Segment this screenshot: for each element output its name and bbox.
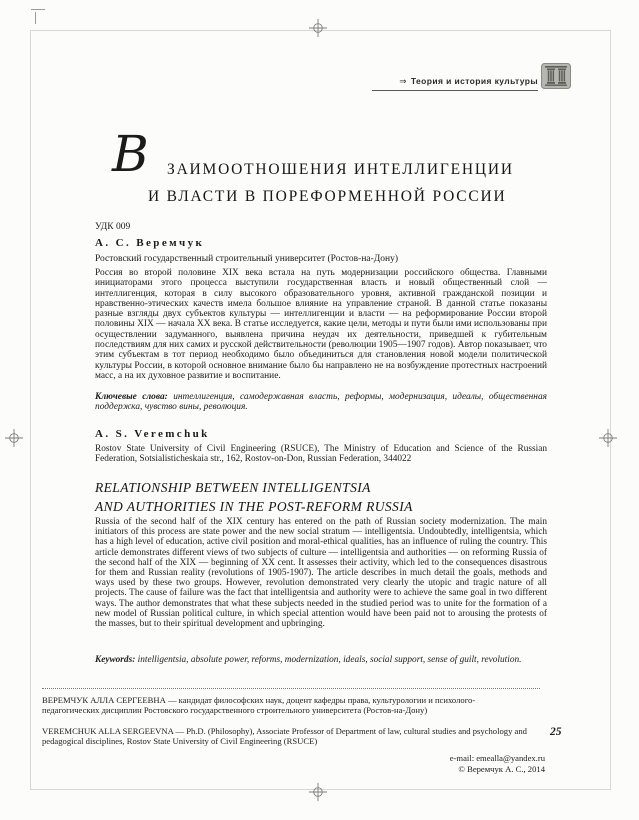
article-title-en-line1: RELATIONSHIP BETWEEN INTELLIGENTSIA xyxy=(95,480,371,495)
dotted-separator xyxy=(42,688,540,689)
page-number: 25 xyxy=(550,726,562,738)
author-bio-en: VEREMCHUK ALLA SERGEEVNA — Ph.D. (Philosophy), Associate Professor of Department of law, cultural studies and psychology and pedagogical disciplines, Rostov State University of Civil Engineering (RSUCE) xyxy=(42,726,527,746)
author-name-ru: А. С. Веремчук xyxy=(95,237,205,249)
author-email: e-mail: emealla@yandex.ru xyxy=(449,753,545,763)
article-title-en xyxy=(95,478,555,516)
keywords-ru-list: интеллигенция, самодержавная власть, реформы, модернизация, идеалы, общественная поддержка, чувство вины, революция. xyxy=(95,392,547,413)
affiliation-ru: Ростовский государственный строительный университет (Ростов-на-Дону) xyxy=(95,254,399,264)
arrow-icon: ⇒ xyxy=(399,76,407,86)
registration-mark-left xyxy=(5,429,23,447)
title-drop-cap: В xyxy=(112,125,149,183)
keywords-en-list: intelligentsia, absolute power, reforms, modernization, ideals, social support, sense of guilt, revolution. xyxy=(137,655,522,665)
keywords-en-label: Keywords: xyxy=(95,655,136,665)
section-title: Теория и история культуры xyxy=(410,76,538,86)
columns-icon xyxy=(541,63,571,89)
article-title-line1: ЗАИМООТНОШЕНИЯ ИНТЕЛЛИГЕНЦИИ xyxy=(167,161,514,178)
article-title-line2: И ВЛАСТИ В ПОРЕФОРМЕННОЙ РОССИИ xyxy=(148,188,507,205)
keywords-ru-label: Ключевые слова: xyxy=(95,392,168,402)
header-rule xyxy=(372,90,538,91)
affiliation-en: Rostov State University of Civil Engineering (RSUCE), The Ministry of Education and Science of the Russian Federation, Sotsialisticheskaia str., 162, Rostov-on-Don, Russian Federation, 344022 xyxy=(95,444,547,465)
abstract-en: Russia of the second half of the XIX century has entered on the path of Russian society modernization. The main initiators of this process are state power and the new social stratum — intelligentsia. Undoubtedly, intelligentsia, which has a high level of education, active civil position and moral-ethical qualities, has an influence of ruling the country. This article demonstrates different views of two subjects of culture — intelligentsia and authorities — on reforming Russia of the second half of the XIX — beginning of XX cent. It assesses their activity, which led to the consequences disastrous for them and Russian reality (revolutions of 1905-1907). The article describes in much detail the goals, methods and ways used by these two groups. However, revolution demonstrated very clearly the utopic and tragic nature of all projects. The cause of failure was the fact that intelligentsia and authority were to achieve the same goal in two different ways. The author demonstrates that what these subjects needed in the studied period was to unite for the formation of a new model of Russian political culture, in which special attention would have been paid not to arousing the protests of the masses, but to their spiritual development and upbringing. xyxy=(95,517,547,630)
udc-number: УДК 009 xyxy=(95,222,131,232)
author-bio-ru: ВЕРЕМЧУК АЛЛА СЕРГЕЕВНА — кандидат философских наук, доцент кафедры права, культурологии и психолого-педагогических дисциплин Ростовского государственного строительного университета (Ростов-на-Дону) xyxy=(42,695,476,715)
registration-mark-top xyxy=(309,19,327,37)
keywords-en xyxy=(95,655,547,665)
keywords-ru xyxy=(95,392,547,413)
article-title-en-line2: AND AUTHORITIES IN THE POST-REFORM RUSSIA xyxy=(95,499,413,514)
registration-mark-right xyxy=(599,429,617,447)
crop-tick-vertical xyxy=(35,12,36,24)
author-name-en: A. S. Veremchuk xyxy=(95,428,210,440)
registration-mark-bottom xyxy=(309,783,327,801)
crop-tick-horizontal xyxy=(31,9,45,10)
running-head xyxy=(340,76,538,87)
abstract-ru: Россия во второй половине XIX века встала на путь модернизации российского общества. Главными инициаторами этого процесса выступили государственная власть и новый общественный слой — интеллигенция, которая в силу высокого образовательного уровня, активной гражданской позиции и нравственно-этических качеств имела большое влияние на управление страной. В данной статье показаны разные взгляды двух субъектов культуры — интеллигенции и власти — на реформирование России второй половины XIX — начала XX века. В статье исследуется, какие цели, методы и пути были ими использованы при осуществлении задуманного, выявлена причина неудач их деятельности, приведшей к губительным последствиям для них самих и русской действительности (революции 1905—1907 годов). Автор показывает, что этим субъектам в тот период необходимо было объединиться для становления новой модели политической культуры России, в которой основное внимание было бы направлено не на возбуждение протестных настроений масс, а на их духовное развитие и воспитание. xyxy=(95,268,547,381)
copyright-notice: © Веремчук А. С., 2014 xyxy=(458,764,545,774)
